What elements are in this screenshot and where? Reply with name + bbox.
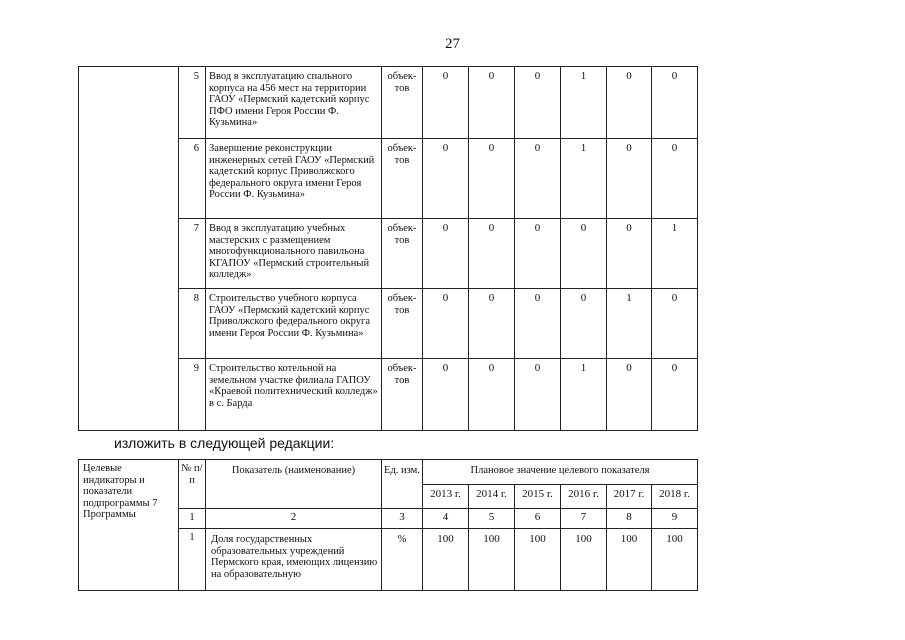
value-2014: 0 bbox=[469, 139, 515, 219]
year-header: 2014 г. bbox=[469, 485, 515, 509]
value-2015: 0 bbox=[515, 67, 561, 139]
value-2015: 0 bbox=[515, 359, 561, 431]
value-2013: 100 bbox=[423, 529, 469, 591]
row-number: 7 bbox=[179, 219, 206, 289]
unit-cell: объек-тов bbox=[382, 67, 423, 139]
unit-header: Ед. изм. bbox=[382, 460, 423, 509]
value-2014: 0 bbox=[469, 289, 515, 359]
value-2017: 100 bbox=[607, 529, 652, 591]
column-number: 5 bbox=[469, 509, 515, 529]
indicator-name: Доля государственных образовательных учреждений Пермского края, имеющих лицензию на образовательную bbox=[206, 529, 382, 591]
column-number: 4 bbox=[423, 509, 469, 529]
value-2013: 0 bbox=[423, 289, 469, 359]
value-2018: 0 bbox=[652, 67, 698, 139]
row-number: 1 bbox=[179, 529, 206, 591]
value-2013: 0 bbox=[423, 67, 469, 139]
unit-cell: объек-тов bbox=[382, 289, 423, 359]
row-number: 8 bbox=[179, 289, 206, 359]
year-header: 2017 г. bbox=[607, 485, 652, 509]
column-number: 6 bbox=[515, 509, 561, 529]
column-number: 3 bbox=[382, 509, 423, 529]
value-2014: 0 bbox=[469, 67, 515, 139]
column-number: 7 bbox=[561, 509, 607, 529]
value-2017: 0 bbox=[607, 139, 652, 219]
value-2018: 0 bbox=[652, 139, 698, 219]
number-header: № п/п bbox=[179, 460, 206, 509]
unit-cell: объек-тов bbox=[382, 139, 423, 219]
value-2013: 0 bbox=[423, 359, 469, 431]
indicator-name: Ввод в эксплуатацию спального корпуса на 456 мест на территории ГАОУ «Пермский кадетский корпус ПФО имени Героя России Ф. Кузьмина» bbox=[206, 67, 382, 139]
unit-cell: % bbox=[382, 529, 423, 591]
column-number: 2 bbox=[206, 509, 382, 529]
name-header: Показатель (наименование) bbox=[206, 460, 382, 509]
value-2017: 1 bbox=[607, 289, 652, 359]
value-2016: 1 bbox=[561, 359, 607, 431]
year-header: 2016 г. bbox=[561, 485, 607, 509]
table-header-row bbox=[79, 460, 698, 485]
value-2016: 1 bbox=[561, 139, 607, 219]
indicator-name: Строительство учебного корпуса ГАОУ «Пермский кадетский корпус Приволжского федерального округа имени Героя России Ф. Кузьмина» bbox=[206, 289, 382, 359]
table-row bbox=[79, 67, 698, 139]
indicator-name: Завершение реконструкции инженерных сетей ГАОУ «Пермский кадетский корпус Приволжского федерального округа имени Героя России Ф. Кузьмина» bbox=[206, 139, 382, 219]
value-2015: 100 bbox=[515, 529, 561, 591]
value-2017: 0 bbox=[607, 219, 652, 289]
value-2016: 0 bbox=[561, 219, 607, 289]
value-2016: 100 bbox=[561, 529, 607, 591]
row-number: 9 bbox=[179, 359, 206, 431]
value-2014: 0 bbox=[469, 219, 515, 289]
row-number: 6 bbox=[179, 139, 206, 219]
value-2016: 1 bbox=[561, 67, 607, 139]
plan-header: Плановое значение целевого показателя bbox=[423, 460, 698, 485]
column-number: 8 bbox=[607, 509, 652, 529]
unit-cell: объек-тов bbox=[382, 219, 423, 289]
value-2014: 0 bbox=[469, 359, 515, 431]
indicator-table-new bbox=[78, 459, 698, 591]
value-2016: 0 bbox=[561, 289, 607, 359]
page-number: 27 bbox=[445, 36, 460, 52]
value-2015: 0 bbox=[515, 219, 561, 289]
indicator-table-old bbox=[78, 66, 698, 431]
indicator-name: Строительство котельной на земельном участке филиала ГАПОУ «Краевой политехнический колледж» в с. Барда bbox=[206, 359, 382, 431]
value-2018: 0 bbox=[652, 359, 698, 431]
column-number: 1 bbox=[179, 509, 206, 529]
value-2017: 0 bbox=[607, 67, 652, 139]
value-2013: 0 bbox=[423, 219, 469, 289]
year-header: 2013 г. bbox=[423, 485, 469, 509]
value-2018: 100 bbox=[652, 529, 698, 591]
value-2013: 0 bbox=[423, 139, 469, 219]
group-label: Целевые индикаторы и показатели подпрограммы 7 Программы bbox=[79, 460, 179, 591]
value-2018: 1 bbox=[652, 219, 698, 289]
group-cell-empty bbox=[79, 67, 179, 431]
row-number: 5 bbox=[179, 67, 206, 139]
unit-cell: объек-тов bbox=[382, 359, 423, 431]
value-2017: 0 bbox=[607, 359, 652, 431]
year-header: 2018 г. bbox=[652, 485, 698, 509]
value-2015: 0 bbox=[515, 139, 561, 219]
value-2018: 0 bbox=[652, 289, 698, 359]
value-2015: 0 bbox=[515, 289, 561, 359]
year-header: 2015 г. bbox=[515, 485, 561, 509]
value-2014: 100 bbox=[469, 529, 515, 591]
column-number: 9 bbox=[652, 509, 698, 529]
instruction-text: изложить в следующей редакции: bbox=[114, 435, 335, 451]
indicator-name: Ввод в эксплуатацию учебных мастерских с размещением многофункционального павильона КГАПОУ «Пермский строительный колледж» bbox=[206, 219, 382, 289]
